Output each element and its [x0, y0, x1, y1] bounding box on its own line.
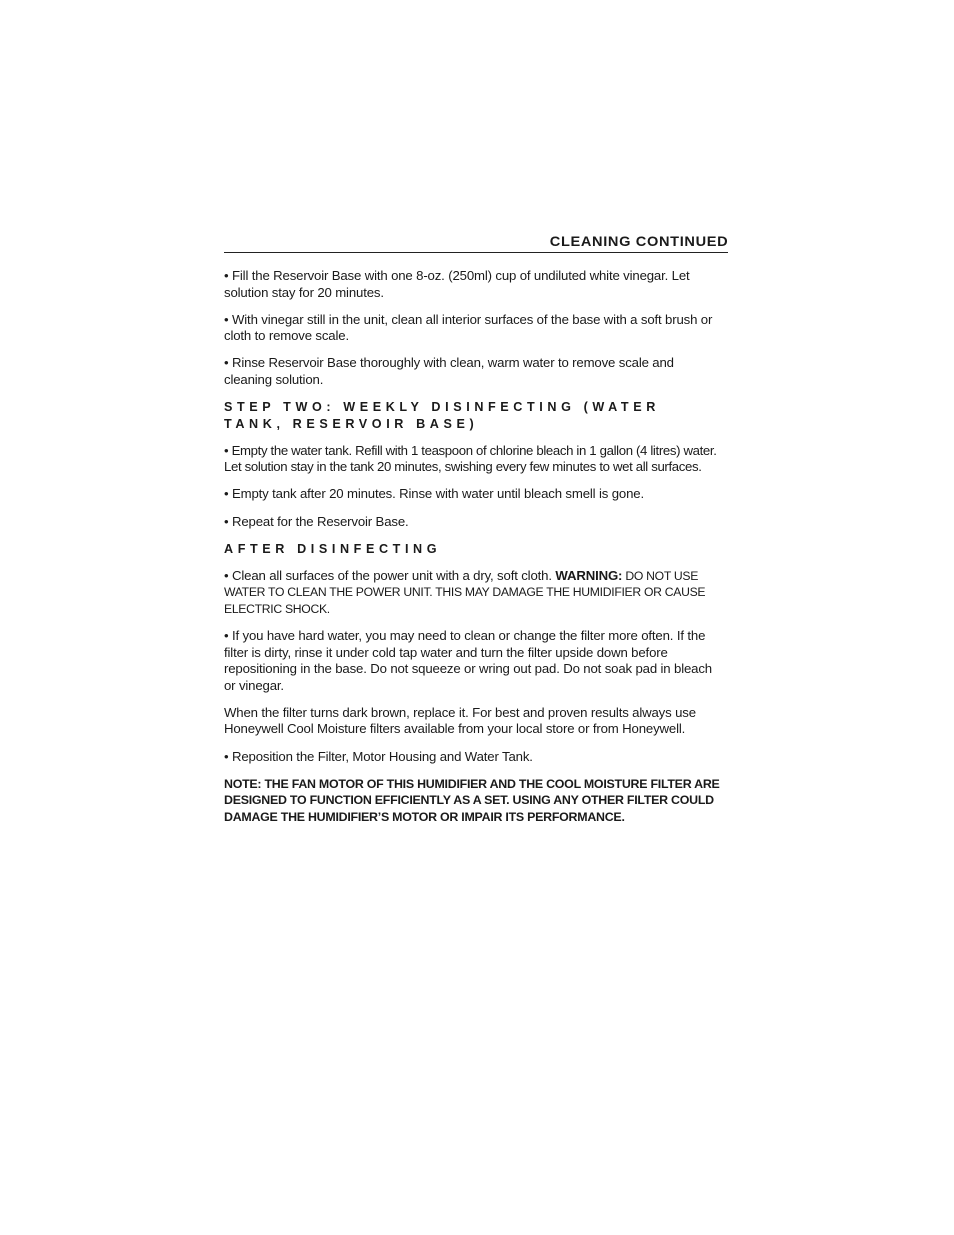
note-paragraph: NOTE: THE FAN MOTOR OF THIS HUMIDIFIER AND THE COOL MOISTURE FILTER ARE DESIGNED TO FUNCTION EFFICIENTLY AS A SET. USING ANY OTHER FILTER COULD DAMAGE THE HUMIDIFIER’S MOTOR OR IMPAIR ITS PERFORMANCE.	[224, 776, 720, 824]
manual-page	[224, 232, 728, 836]
section-header-title: CLEANING CONTINUED	[549, 234, 728, 249]
intro-bullet-rinse-base: • Rinse Reservoir Base thoroughly with clean, warm water to remove scale and cleaning solution.	[224, 355, 674, 387]
after-bullet-hard-water: • If you have hard water, you may need to clean or change the filter more often. If the filter is dirty, rinse it under cold tap water and turn the filter upside down before repositioning in the base. Do not squeeze or wring out pad. Do not soak pad in bleach or vinegar.	[224, 628, 712, 693]
section-header	[224, 232, 728, 253]
after-bullet-reposition: • Reposition the Filter, Motor Housing and Water Tank.	[224, 748, 533, 764]
step-two-bullet-repeat-base: • Repeat for the Reservoir Base.	[224, 513, 409, 529]
step-two-heading: STEP TWO: WEEKLY DISINFECTING (WATER TANK, RESERVOIR BASE)	[224, 400, 660, 431]
after-bullet-clean-power-unit	[224, 568, 720, 618]
step-two-bullet-empty-tank: • Empty the water tank. Refill with 1 teaspoon of chlorine bleach in 1 gallon (4 litres) water. Let solution stay in the tank 20 minutes, swishing every few minutes to wet all surfaces.	[224, 442, 717, 475]
warning-text: DO NOT USE WATER TO CLEAN THE POWER UNIT. THIS MAY DAMAGE THE HUMIDIFIER OR CAUSE ELECTRIC SHOCK.	[224, 568, 706, 616]
warning-label: WARNING:	[555, 567, 623, 583]
content-block	[224, 268, 720, 825]
after-disinfecting-heading: AFTER DISINFECTING	[224, 541, 442, 556]
filter-replacement-paragraph: When the filter turns dark brown, replace it. For best and proven results always use Honeywell Cool Moisture filters available from your local store or from Honeywell.	[224, 704, 696, 737]
intro-bullet-vinegar-fill: • Fill the Reservoir Base with one 8-oz. (250ml) cup of undiluted white vinegar. Let solution stay for 20 minutes.	[224, 268, 690, 300]
step-two-bullet-rinse-tank: • Empty tank after 20 minutes. Rinse with water until bleach smell is gone.	[224, 486, 644, 502]
after-bullet-clean-text: • Clean all surfaces of the power unit with a dry, soft cloth.	[224, 567, 556, 583]
intro-bullet-clean-interior: • With vinegar still in the unit, clean all interior surfaces of the base with a soft brush or cloth to remove scale.	[224, 311, 713, 344]
